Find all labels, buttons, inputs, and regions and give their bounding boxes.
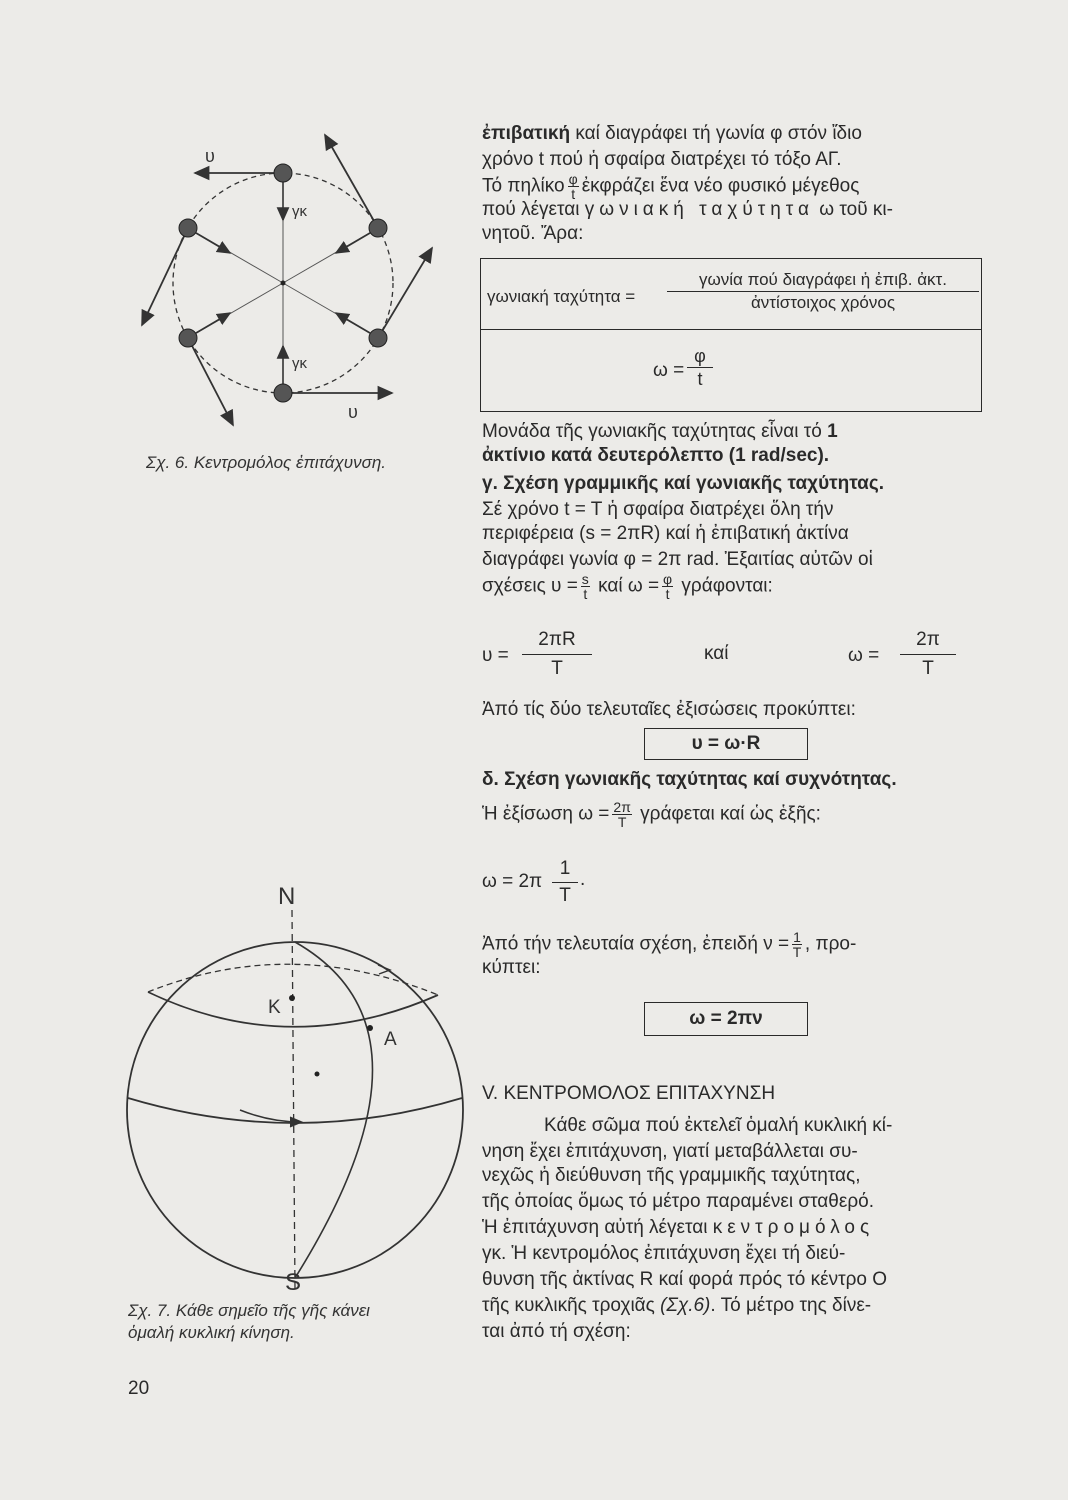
page-number: 20: [128, 1378, 150, 1399]
label-u-bottom: υ: [348, 402, 358, 422]
v-line7: θυνση τῆς ἀκτίνας R καί φορά πρός τό κέντρο Ο: [482, 1269, 888, 1290]
delta-line2-a: Ἀπό τήν τελευταία σχέση, ἐπειδή ν =: [482, 933, 790, 955]
v-line8-ref: (Σχ.6): [660, 1295, 711, 1316]
eq-u-denominator: T: [551, 658, 563, 679]
delta-eq-denominator: T: [559, 885, 571, 906]
parallel-circle-back: [148, 964, 438, 995]
eq-w-lhs: ω =: [848, 645, 880, 666]
v-line8: [482, 1294, 962, 1319]
para1-line4-a: πού λέγεται: [482, 199, 585, 220]
v-line4: τῆς ὁποίας ὅμως τό μέτρο παραμένει σταθερό.: [482, 1191, 874, 1212]
meridian-line: [295, 942, 373, 1278]
gamma-line1: Σέ χρόνο t = T ἡ σφαίρα διατρέχει ὅλη τήν: [482, 499, 834, 520]
delta-eq-dot: .: [580, 869, 586, 890]
v-line5-a: Ἡ ἐπιτάχυνση αὐτή λέγεται: [482, 1217, 713, 1238]
box2-numerator: φ: [687, 345, 713, 368]
v-line9: ται ἀπό τή σχέση:: [482, 1321, 631, 1342]
v-line2: νηση ἔχει ἐπιτάχυνση, γιατί μεταβάλλεται συ-: [482, 1141, 858, 1162]
center-dot: [315, 1072, 320, 1077]
term-epivatiki: ἐπιβατική: [482, 123, 571, 144]
box-divider: [481, 329, 981, 330]
frac-phi2: φ: [663, 571, 673, 587]
figure-7-caption-line1: Σχ. 7. Κάθε σημεῖο τῆς γῆς κάνει: [128, 1301, 370, 1320]
delta-line2-b: , προ-: [804, 933, 857, 955]
gamma-line4-a: σχέσεις υ =: [482, 575, 578, 597]
para1-line1: [482, 122, 962, 147]
figure-6-diagram: [130, 120, 450, 440]
unit-line1-b: 1: [827, 421, 838, 442]
term-centripetal: κεντρομόλος: [712, 1217, 875, 1238]
v-line3: νεχῶς ἡ διεύθυνση τῆς γραμμικῆς ταχύτητας,: [482, 1165, 861, 1186]
frac-s: s: [581, 571, 589, 587]
frac-1: 1: [793, 929, 801, 945]
delta-line3: κύπτει:: [482, 957, 541, 978]
label-S: S: [285, 1269, 302, 1296]
v-line5: [482, 1216, 962, 1241]
last-two-equations-line: Ἀπό τίς δύο τελευταῖες ἐξισώσεις προκύπτει:: [482, 699, 856, 720]
label-A: A: [384, 1029, 397, 1050]
eq-kai: καί: [704, 643, 729, 664]
v-line1: Κάθε σῶμα πού ἐκτελεῖ ὁμαλή κυκλική κί-: [544, 1115, 893, 1136]
frac-1-T: T: [792, 944, 802, 960]
label-K: K: [268, 997, 281, 1018]
eq-u-lhs: υ =: [482, 645, 509, 666]
point-K: [289, 995, 295, 1001]
v-line8-a: τῆς κυκλικῆς τροχιᾶς: [482, 1295, 661, 1316]
figure-7-caption-line2: ὁμαλή κυκλική κίνηση.: [128, 1323, 295, 1342]
para1-line5: νητοῦ. Ἄρα:: [482, 223, 584, 244]
figure-7-globe: [120, 870, 480, 1300]
unit-line2: ἀκτίνιο κατά δευτερόλεπτο (1 rad/sec).: [482, 445, 830, 466]
box1-denominator: ἀντίστοιχος χρόνος: [750, 293, 896, 312]
delta-line2: [482, 930, 962, 959]
v-line8-b: . Τό μέτρο της δίνε-: [710, 1295, 872, 1316]
para1-line2: χρόνο t πού ἡ σφαίρα διατρέχει τό τόξο ΑΓ.: [482, 149, 842, 170]
delta-eq-lhs: ω = 2π: [482, 871, 543, 892]
frac-phi2-t: t: [665, 586, 670, 602]
section-delta-heading: δ. Σχέση γωνιακῆς ταχύτητας καί συχνότητας.: [482, 769, 897, 790]
result-box-u-wr: υ = ω·R: [644, 728, 808, 760]
para1-line4-b: ω τοῦ κι-: [814, 199, 893, 220]
box2-lhs: ω =: [653, 360, 685, 381]
delta-eq-numerator: 1: [552, 856, 578, 883]
gamma-line3: διαγράφει γωνία φ = 2π rad. Ἐξαιτίας αὐτῶν οἱ: [482, 549, 873, 570]
delta-line1-b: γράφεται καί ὡς ἑξῆς:: [640, 803, 821, 825]
box1-numerator: γωνία πού διαγράφει ἡ ἐπιβ. ἀκτ.: [667, 269, 979, 292]
gamma-line4: [482, 572, 962, 601]
definition-box: [480, 258, 982, 412]
label-gk-top: γκ: [292, 203, 307, 220]
section-gamma-heading: γ. Σχέση γραμμικῆς καί γωνιακῆς ταχύτητας.: [482, 473, 885, 494]
label-N: N: [278, 883, 296, 910]
box2-denominator: t: [697, 369, 703, 389]
section-v-heading: V. ΚΕΝΤΡΟΜΟΛΟΣ ΕΠΙΤΑΧΥΝΣΗ: [482, 1083, 776, 1104]
para1-line3-b: ἐκφράζει ἕνα νέο φυσικό μέγεθος: [581, 175, 860, 197]
para1-line1-rest: καί διαγράφει τή γωνία φ στόν ἴδιο: [570, 123, 862, 144]
v-line6: γκ. Ἡ κεντρομόλος ἐπιτάχυνση ἔχει τή διεύ-: [482, 1243, 846, 1264]
box1-lhs: γωνιακή ταχύτητα =: [487, 287, 636, 306]
frac-t: t: [571, 186, 576, 202]
figure-6-caption: Σχ. 6. Κεντρομόλος ἐπιτάχυνση.: [146, 453, 387, 472]
term-angular-velocity: γωνιακή ταχύτητα: [584, 199, 815, 220]
result-box-w-2pin: ω = 2πν: [644, 1002, 808, 1036]
para1-line3-a: Τό πηλίκο: [482, 175, 565, 197]
delta-line1-a: Ἡ ἐξίσωση ω =: [482, 803, 610, 825]
point-A: [367, 1025, 373, 1031]
frac-2pi: 2π: [613, 799, 631, 815]
eq-w-denominator: T: [922, 658, 934, 679]
unit-line1: [482, 420, 962, 445]
unit-line1-a: Μονάδα τῆς γωνιακῆς ταχύτητας εἶναι τό: [482, 421, 828, 442]
eq-w-numerator: 2π: [900, 626, 956, 655]
frac-s-t: t: [583, 586, 588, 602]
gamma-line2: περιφέρεια (s = 2πR) καί ἡ ἐπιβατική ἀκτίνα: [482, 523, 849, 544]
label-u-top: υ: [205, 146, 215, 166]
para1-line3: [482, 172, 962, 201]
para1-line4: [482, 198, 962, 223]
delta-line1: [482, 800, 962, 829]
frac-2pi-T: T: [617, 814, 627, 830]
label-gk-bottom: γκ: [292, 355, 307, 372]
eq-u-numerator: 2πR: [522, 626, 592, 655]
frac-phi: φ: [568, 171, 578, 187]
earth-axis: [292, 910, 295, 1290]
gamma-line4-b: καί ω =: [598, 575, 660, 597]
gamma-line4-c: γράφονται:: [681, 575, 773, 597]
